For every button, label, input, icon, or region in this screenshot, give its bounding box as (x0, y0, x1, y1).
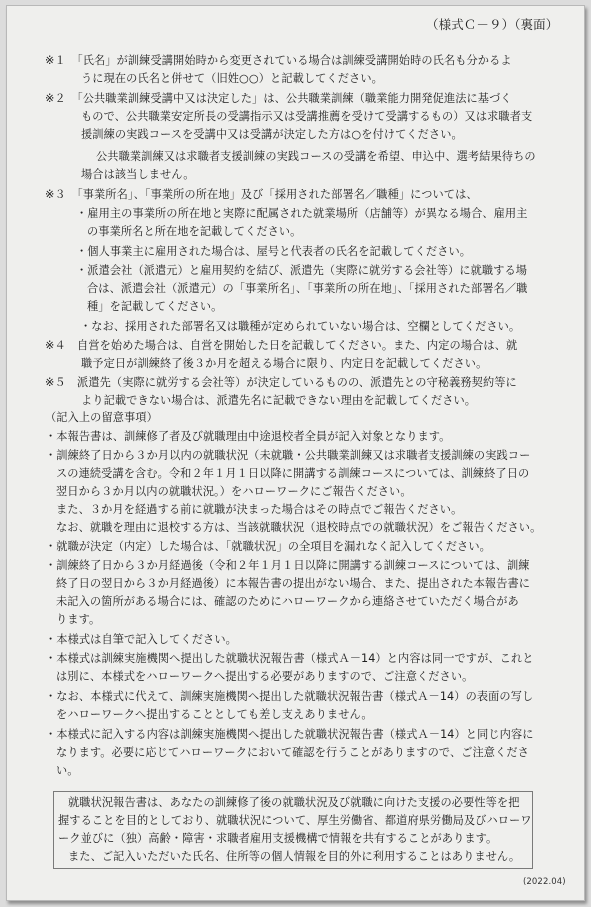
note-3-line-3: の事業所名と所在地を記載してください。 (87, 225, 302, 238)
form-label: （様式Ｃ－９）（裏面） (426, 17, 559, 32)
note-1-line-2: うに現在の氏名と併せて（旧姓○○）と記載してください。 (81, 72, 383, 85)
precaution-4-line-1: ・訓練終了日から３か月経過後（令和２年１月１日以降に開講する訓練コースについては、訓練 (45, 559, 530, 572)
note-5-line-1: ※５ 派遣先（実際に就労する会社等）が決定しているものの、派遣先との守秘義務契約等に (45, 376, 517, 389)
note-3-line-2: ・雇用主の事業所の所在地と実際に配属された就業場所（店舗等）が異なる場合、雇用主 (76, 207, 528, 220)
precaution-6-line-2: は別に、本様式をハローワークへ提出する必要がありますので、ご注意ください。 (56, 670, 474, 683)
precaution-7-line-2: をハローワークへ提出することとしても差し支えありません。 (56, 708, 373, 721)
revision-date: (2022.04) (523, 877, 566, 887)
privacy-notice-line-3: ーク並びに（独）高齢・障害・求職者雇用支援機構で情報を共有することがあります。 (58, 832, 498, 845)
note-3-line-6: 合は、派遣会社（派遣元）の「事業所名」、「事業所の所在地」、「採用された部署名／職 (87, 282, 528, 295)
note-5-line-2: より記載できない場合は、派遣先名に記載できない理由を記載してください。 (81, 394, 477, 407)
note-3-line-8: ・なお、採用された部署名又は職種が定められていない場合は、空欄としてください。 (80, 320, 521, 333)
precaution-4-line-4: ります。 (56, 613, 101, 626)
note-3-line-1: ※３ 「事業所名」、「事業所の所在地」及び「採用された部署名／職種」については、 (45, 188, 478, 201)
note-2-line-5: 場合は該当しません。 (81, 168, 195, 181)
note-1-line-1: ※１ 「氏名」が訓練受講開始時から変更されている場合は訓練受講開始時の氏名も分かるよ (45, 54, 512, 67)
precaution-8-line-2: なります。必要に応じてハローワークにおいて確認を行うことがありますので、ご注意くださ (56, 746, 529, 759)
precaution-7-line-1: ・なお、本様式に代えて、訓練実施機関へ提出した就職状況報告書（様式Ａ－14）の表面の写し (45, 690, 534, 703)
note-4-line-2: 職予定日が訓練終了後３か月を超える場合に限り、内定日を記載してください。 (81, 357, 488, 370)
precaution-3: ・就職が決定（内定）した場合は、「就職状況」の全項目を漏れなく記入してください。 (45, 540, 491, 553)
note-3-line-5: ・派遣会社（派遣元）と雇用契約を結び、派遣先（実際に就労する会社等）に就職する場 (76, 264, 528, 277)
precautions-heading: （記入上の留意事項） (45, 411, 158, 424)
privacy-notice-line-4: また、ご記入いただいた氏名、住所等の個人情報を目的外に利用することはありません。 (68, 850, 521, 863)
precaution-2-line-2: スの連続受講を含む。令和２年１月１日以降に開講する訓練コースについては、訓練終了日の (56, 467, 530, 480)
precaution-2-line-1: ・訓練終了日から３か月以内の就職状況（未就職・公共職業訓練又は求職者支援訓練の実践コー (45, 449, 531, 462)
precaution-2-line-5: なお、就職を理由に退校する方は、当該就職状況（退校時点での就職状況）をご報告ください。 (56, 521, 542, 534)
precaution-2-line-4: また、３か月を経過する前に就職が決まった場合はその時点でご報告ください。 (56, 503, 463, 516)
privacy-notice-box (53, 791, 533, 869)
note-2-line-3: 援訓練の実践コースを受講中又は受講が決定した方は○を付けてください。 (81, 128, 463, 141)
note-3-line-4: ・個人事業主に雇用された場合は、屋号と代表者の氏名を記載してください。 (76, 245, 472, 258)
note-2-line-2: もので、公共職業安定所長の受講指示又は受講推薦を受けて受講するもの）又は求職者支 (81, 110, 533, 123)
precaution-4-line-3: 未記入の箇所がある場合には、確認のためにハローワークから連絡させていただく場合があ (56, 595, 519, 608)
note-2-line-1: ※２ 「公共職業訓練受講中又は決定した」は、公共職業訓練（職業能力開発促進法に基づく (45, 92, 512, 105)
precaution-1: ・本報告書は、訓練修了者及び就職理由中途退校者全員が記入対象となります。 (45, 430, 451, 443)
precaution-8-line-3: い。 (56, 764, 79, 777)
note-2-line-4: 公共職業訓練又は求職者支援訓練の実践コースの受講を希望、申込中、選考結果待ちの (96, 150, 536, 163)
note-4-line-1: ※４ 自営を始めた場合は、自営を開始した日を記載してください。また、内定の場合は、就 (45, 339, 518, 352)
note-3-line-7: 種」を記載してください。 (87, 300, 223, 313)
precaution-2-line-3: 翌日から３か月以内の就職状況。）をハローワークにご報告ください。 (56, 485, 412, 498)
precaution-4-line-2: 終了日の翌日から３か月経過後）に本報告書の提出がない場合、また、提出された本報告書に (56, 577, 531, 590)
privacy-notice-line-2: 握することを目的としており、就職状況について、厚生労働省、都道府県労働局及びハローワ (58, 814, 532, 827)
privacy-notice-line-1: 就職状況報告書は、あなたの訓練修了後の就職状況及び就職に向けた支援の必要性等を把 (68, 796, 520, 809)
precaution-8-line-1: ・本様式に記入する内容は訓練実施機関へ提出した就職状況報告書（様式Ａ－14）と同じ内容に (45, 728, 534, 741)
precaution-6-line-1: ・本様式は訓練実施機関へ提出した就職状況報告書（様式Ａ－14）と内容は同一ですが、これと (45, 652, 534, 665)
precaution-5: ・本様式は自筆で記入してください。 (45, 633, 237, 646)
form-page (6, 5, 585, 901)
